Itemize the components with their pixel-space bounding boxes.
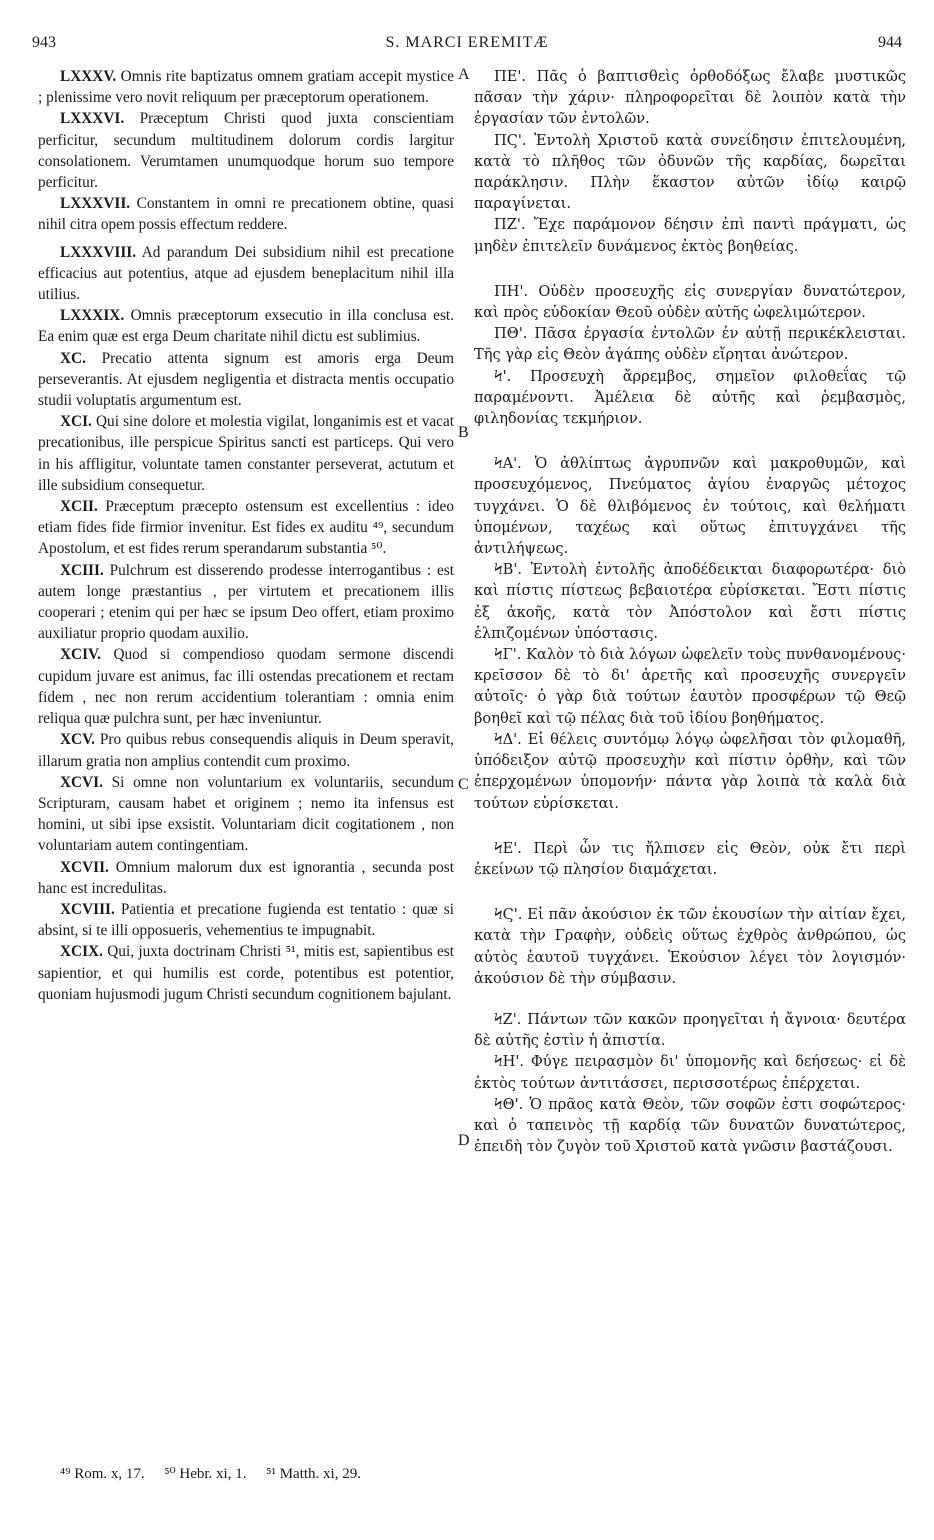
paragraph-text: Εἰ θέλεις συντόμῳ λόγῳ ὠφελῆσαι τὸν φιλομαθῆ, ὑπόδειξον αὐτῷ προσευχὴν καὶ πίστιν ὀρθὴν, καὶ τῶν ἐπερχομένων ὑπομονήν· πάντα γὰρ λοιπὰ τὰ καλὰ διὰ τούτων εὑρίσκεται. (474, 730, 906, 812)
margin-letter-a: A (458, 66, 470, 83)
paragraph-number: XCVIII. (60, 900, 115, 918)
paragraph-text: Πᾶς ὁ βαπτισθεὶς ὀρθοδόξως ἔλαβε μυστικῶς πᾶσαν τὴν χάριν· πληροφορεῖται δὲ λοιπὸν κατὰ τὴν ἐργασίαν τῶν ἐντολῶν. (474, 68, 906, 128)
paragraph-text: Φύγε πειρασμὸν δι' ὑπομονῆς καὶ δεήσεως· εἰ δὲ ἐκτὸς τούτων ἀντιτάσσει, περισσοτέρως ἐπέρχεται. (474, 1053, 906, 1092)
latin-paragraph (38, 560, 454, 645)
greek-paragraph (474, 904, 906, 989)
latin-paragraph (38, 242, 454, 306)
paragraph-number: ϞΒ'. (494, 561, 522, 579)
paragraph-text: Præceptum Christi quod juxta conscientiam perficitur, secundum multitudinem dolorum cordis largitur consolationem. Verumtamen unumquodque horum suo tempore perficitur. (38, 110, 454, 192)
paragraph-number: ΠϚ'. (494, 131, 527, 149)
latin-paragraph (38, 108, 454, 193)
paragraph-text: Πάντων τῶν κακῶν προηγεῖται ἡ ἄγνοια· δευτέρα δὲ αὐτῆς ἐστὶν ἡ ἀπιστία. (474, 1010, 906, 1050)
paragraph-number: XCVI. (60, 773, 103, 791)
paragraph-text: Προσευχὴ ἄρρεμβος, σημεῖον φιλοθεΐας τῷ παραμένοντι. Ἀμέλεια δὲ αὐτῆς καὶ ῥεμβασμὸς, φιληδονίας τεκμήριον. (474, 367, 906, 428)
paragraph-number: ΠΖ'. (494, 216, 526, 234)
greek-paragraph (474, 729, 906, 814)
greek-paragraph (474, 453, 906, 559)
greek-paragraph (474, 644, 906, 729)
paragraph-number: ϞΗ'. (494, 1053, 524, 1071)
paragraph-number: LXXXV. (60, 68, 117, 85)
paragraph-text: Ad parandum Dei subsidium nihil est precatione efficacius aut potentius, atque ad ejusdem beneplacitum nihil illa utilius. (38, 243, 454, 304)
paragraph-number: Ϟ'. (494, 367, 512, 385)
footnote: ⁴⁹ Rom. x, 17. (60, 1466, 145, 1482)
greek-paragraph (474, 323, 906, 365)
margin-letter-d: D (458, 1132, 470, 1149)
paragraph-number: ϞΘ'. (494, 1095, 524, 1113)
paragraph-number: XCIII. (60, 561, 104, 579)
margin-letter-c: C (458, 776, 469, 793)
latin-paragraph (38, 496, 454, 560)
paragraph-text: Quod si compendioso quodam sermone discendi cupidum juvare est animus, fac illi ostendas precationem et rectam fidem , nec non rerum accidentium tolerantiam : omnia enim reliqua quæ pulchra sunt, per hæc inveniuntur. (38, 646, 454, 728)
page-header (30, 34, 904, 56)
paragraph-text: Præceptum præcepto ostensum est excellentius : ideo etiam fides fide firmior invenitur. Est fides ex auditu ⁴⁹, secundum Apostolum, et est fides rerum sperandarum substantia ⁵⁰. (38, 498, 454, 558)
paragraph-number: LXXXIX. (60, 307, 125, 325)
latin-paragraph (38, 66, 454, 108)
paragraph-text: Ἐντολὴ Χριστοῦ κατὰ συνείδησιν ἐπιτελουμένη, κατὰ τὸ πλῆθος τῶν ὀδυνῶν τῆς καρδίας, δωρεῖται παράκλησιν. Πλὴν ἕκαστον αὐτῶν ἰδίῳ καιρῷ παραγίνεται. (474, 131, 906, 213)
paragraph-text: Omnis rite baptizatus omnem gratiam accepit mystice ; plenissime vero novit reliquum per præceptorum operationem. (38, 68, 454, 107)
paragraph-number: LXXXVII. (60, 195, 131, 213)
paragraph-number: XCIX. (60, 943, 103, 961)
latin-paragraph (38, 644, 454, 729)
paragraph-text: Ὁ ἀθλίπτως ἀγρυπνῶν καὶ μακροθυμῶν, καὶ προσευχόμενος, Πνεύματος ἁγίου ἐναργῶς μέτοχος τυγχάνει. Ὁ δὲ θλιβόμενος ἐν τούτοις, καὶ θελήματι ὑπομένων, ταχέως καὶ οὕτως ἐπιτυγχάνει τῆς ἀντιλήψεως. (474, 455, 906, 558)
latin-paragraph (38, 772, 454, 857)
paragraph-number: XCIV. (60, 646, 101, 664)
paragraph-text: Omnium malorum dux est ignorantia , secunda post hanc est incredulitas. (38, 858, 454, 897)
latin-paragraph (38, 941, 454, 1005)
paragraph-number: ΠΘ'. (494, 325, 528, 343)
page-number-left: 943 (32, 34, 56, 51)
latin-paragraph (38, 411, 454, 496)
greek-column (474, 66, 906, 1157)
paragraph-text: Καλὸν τὸ διὰ λόγων ὠφελεῖν τοὺς πυνθανομένους· κρεῖσσον δὲ τὸ δι' ἀρετῆς καὶ προσευχῆς συνεργεῖν αὐτοῖς· ὁ γὰρ διὰ τούτων ἑαυτὸν προσφέρων τῷ Θεῷ βοηθεῖ καὶ τῷ πέλας διὰ τοῦ ἰδίου βοηθήματος. (474, 646, 906, 727)
paragraph-number: XCII. (60, 498, 98, 516)
paragraph-number: XCV. (60, 731, 95, 749)
paragraph-text: Περὶ ὧν τις ἤλπισεν εἰς Θεὸν, οὐκ ἔτι περὶ ἐκείνων τῷ πλησίον διαμάχεται. (474, 839, 906, 878)
paragraph-text: Εἰ πᾶν ἀκούσιον ἐκ τῶν ἑκουσίων τὴν αἰτίαν ἔχει, κατὰ τὴν Γραφὴν, οὐδεὶς οὕτως ἐχθρὸς ἀνθρώπου, ὡς αὐτὸς ἑαυτοῦ τυγχάνει. Ἑκούσιον λέγει τὸν λογισμόν· ἀκούσιον δὲ τὴν σύμβασιν. (474, 906, 906, 987)
margin-letter-b: B (458, 424, 469, 441)
greek-paragraph (474, 366, 906, 430)
latin-column (38, 66, 454, 1005)
greek-paragraph (474, 559, 906, 644)
paragraph-text: Precatio attenta signum est amoris erga Deum perseverantis. At ejusdem negligentia et distracta mentis occupatio studii voluptatis argumentum est. (38, 349, 454, 410)
greek-paragraph (474, 1009, 906, 1051)
paragraph-text: Qui sine dolore et molestia vigilat, longanimis est et vacat precationibus, ille perspicue Spiritus sancti est particeps. Qui vero in his affligitur, voluntate tamen constanter perseverat, actutum et ille subsidium consequetur. (38, 413, 454, 494)
latin-paragraph (38, 899, 454, 941)
footnote: ⁵¹ Matth. xi, 29. (266, 1466, 361, 1482)
paragraph-text: Si omne non voluntarium ex voluntariis, secundum Scripturam, causam habet et originem ; nemo ita infensus est homini, ut sibi ipse exsistit. Voluntariam dicit cogitationem , non voluntariam autem contingentiam. (38, 773, 454, 855)
paragraph-number: ΠΗ'. (494, 282, 529, 300)
paragraph-text: Pulchrum est disserendo prodesse interrogantibus : est autem longe præstantius , per virtutem et precationem illis cooperari ; etenim qui per hæc se ipsum Deo offert, etiam proximo auxiliatur proprio quodam auxilio. (38, 561, 454, 643)
paragraph-number: ϞΓ'. (494, 646, 522, 664)
greek-paragraph (474, 1094, 906, 1158)
paragraph-text: Omnis præceptorum exsecutio in illa conclusa est. Ea enim quæ est erga Deum charitate nihil dictu est sublimius. (38, 307, 454, 346)
footnote: ⁵⁰ Hebr. xi, 1. (164, 1466, 247, 1482)
latin-paragraph (38, 729, 454, 771)
latin-paragraph (38, 193, 454, 235)
running-title: S. MARCI EREMITÆ (385, 34, 549, 51)
paragraph-number: ϞΑ'. (494, 455, 522, 473)
paragraph-text: Patientia et precatione fugienda est tentatio : quæ si absint, si te illi opposueris, vehementius te impugnabit. (38, 900, 454, 940)
paragraph-text: Pro quibus rebus consequendis aliquis in Deum speravit, illarum gratia non amplius contendit cum proximo. (38, 731, 454, 770)
paragraph-number: ϞΖ'. (494, 1010, 522, 1028)
paragraph-number: ΠΕ'. (494, 68, 527, 85)
latin-paragraph (38, 305, 454, 347)
paragraph-text: Οὐδὲν προσευχῆς εἰς συνεργίαν δυνατώτερον, καὶ πρὸς εὐδοκίαν Θεοῦ οὐδὲν αὐτῆς ὠφελιμώτερον. (474, 282, 906, 322)
paragraph-text: Constantem in omni re precationem obtine, quasi nihil citra opem possis effectum reddere. (38, 195, 454, 234)
paragraph-number: XC. (60, 349, 86, 367)
greek-paragraph (474, 1051, 906, 1093)
latin-paragraph (38, 857, 454, 899)
footnotes (60, 1464, 660, 1483)
paragraph-number: XCI. (60, 413, 92, 431)
greek-paragraph (474, 214, 906, 256)
paragraph-text: Qui, juxta doctrinam Christi ⁵¹, mitis est, sapientibus est sapientior, et qui humilis est corde, potentibus est potentior, quoniam hujusmodi jugum Christi secundum cognitionem bajulant. (38, 943, 454, 1003)
greek-paragraph (474, 66, 906, 130)
paragraph-text: Ὁ πρᾶος κατὰ Θεὸν, τῶν σοφῶν ἐστι σοφώτερος· καὶ ὁ ταπεινὸς τῇ καρδίᾳ τῶν δυνατῶν δυνατώτερος, ἐπειδὴ τὸν ζυγὸν τοῦ Χριστοῦ κατὰ γνῶσιν βαστάζουσι. (474, 1095, 906, 1156)
paragraph-text: Ἔχε παράμονον δέησιν ἐπὶ παντὶ πράγματι, ὡς μηδὲν ἐπιτελεῖν δυνάμενος ἐκτὸς βοηθείας. (474, 216, 906, 255)
greek-paragraph (474, 281, 906, 323)
greek-paragraph (474, 838, 906, 880)
paragraph-number: LXXXVI. (60, 110, 125, 128)
paragraph-number: LXXXVIII. (60, 243, 137, 261)
latin-paragraph (38, 348, 454, 412)
paragraph-number: ϞΔ'. (494, 730, 522, 748)
page-number-right: 944 (878, 34, 902, 51)
paragraph-number: XCVII. (60, 858, 109, 876)
paragraph-text: Ἐντολὴ ἐντολῆς ἀποδέδεικται διαφορωτέρα· διὸ καὶ πίστις πίστεως βεβαιοτέρα εὑρίσκεται. Ἔστι πίστις ἐξ ἀκοῆς, κατὰ τὸν Ἀπόστολον καὶ ἔστι πίστις ἐλπιζομένων ὑπόστασις. (474, 561, 906, 642)
greek-paragraph (474, 130, 906, 215)
paragraph-text: Πᾶσα ἐργασία ἐντολῶν ἐν αὐτῇ περικέκλεισται. Τῆς γὰρ εἰς Θεὸν ἀγάπης οὐδὲν εἴρηται ἀνώτερον. (474, 325, 906, 364)
paragraph-number: ϞΕ'. (494, 839, 522, 857)
paragraph-number: ϞϚ'. (494, 906, 523, 924)
